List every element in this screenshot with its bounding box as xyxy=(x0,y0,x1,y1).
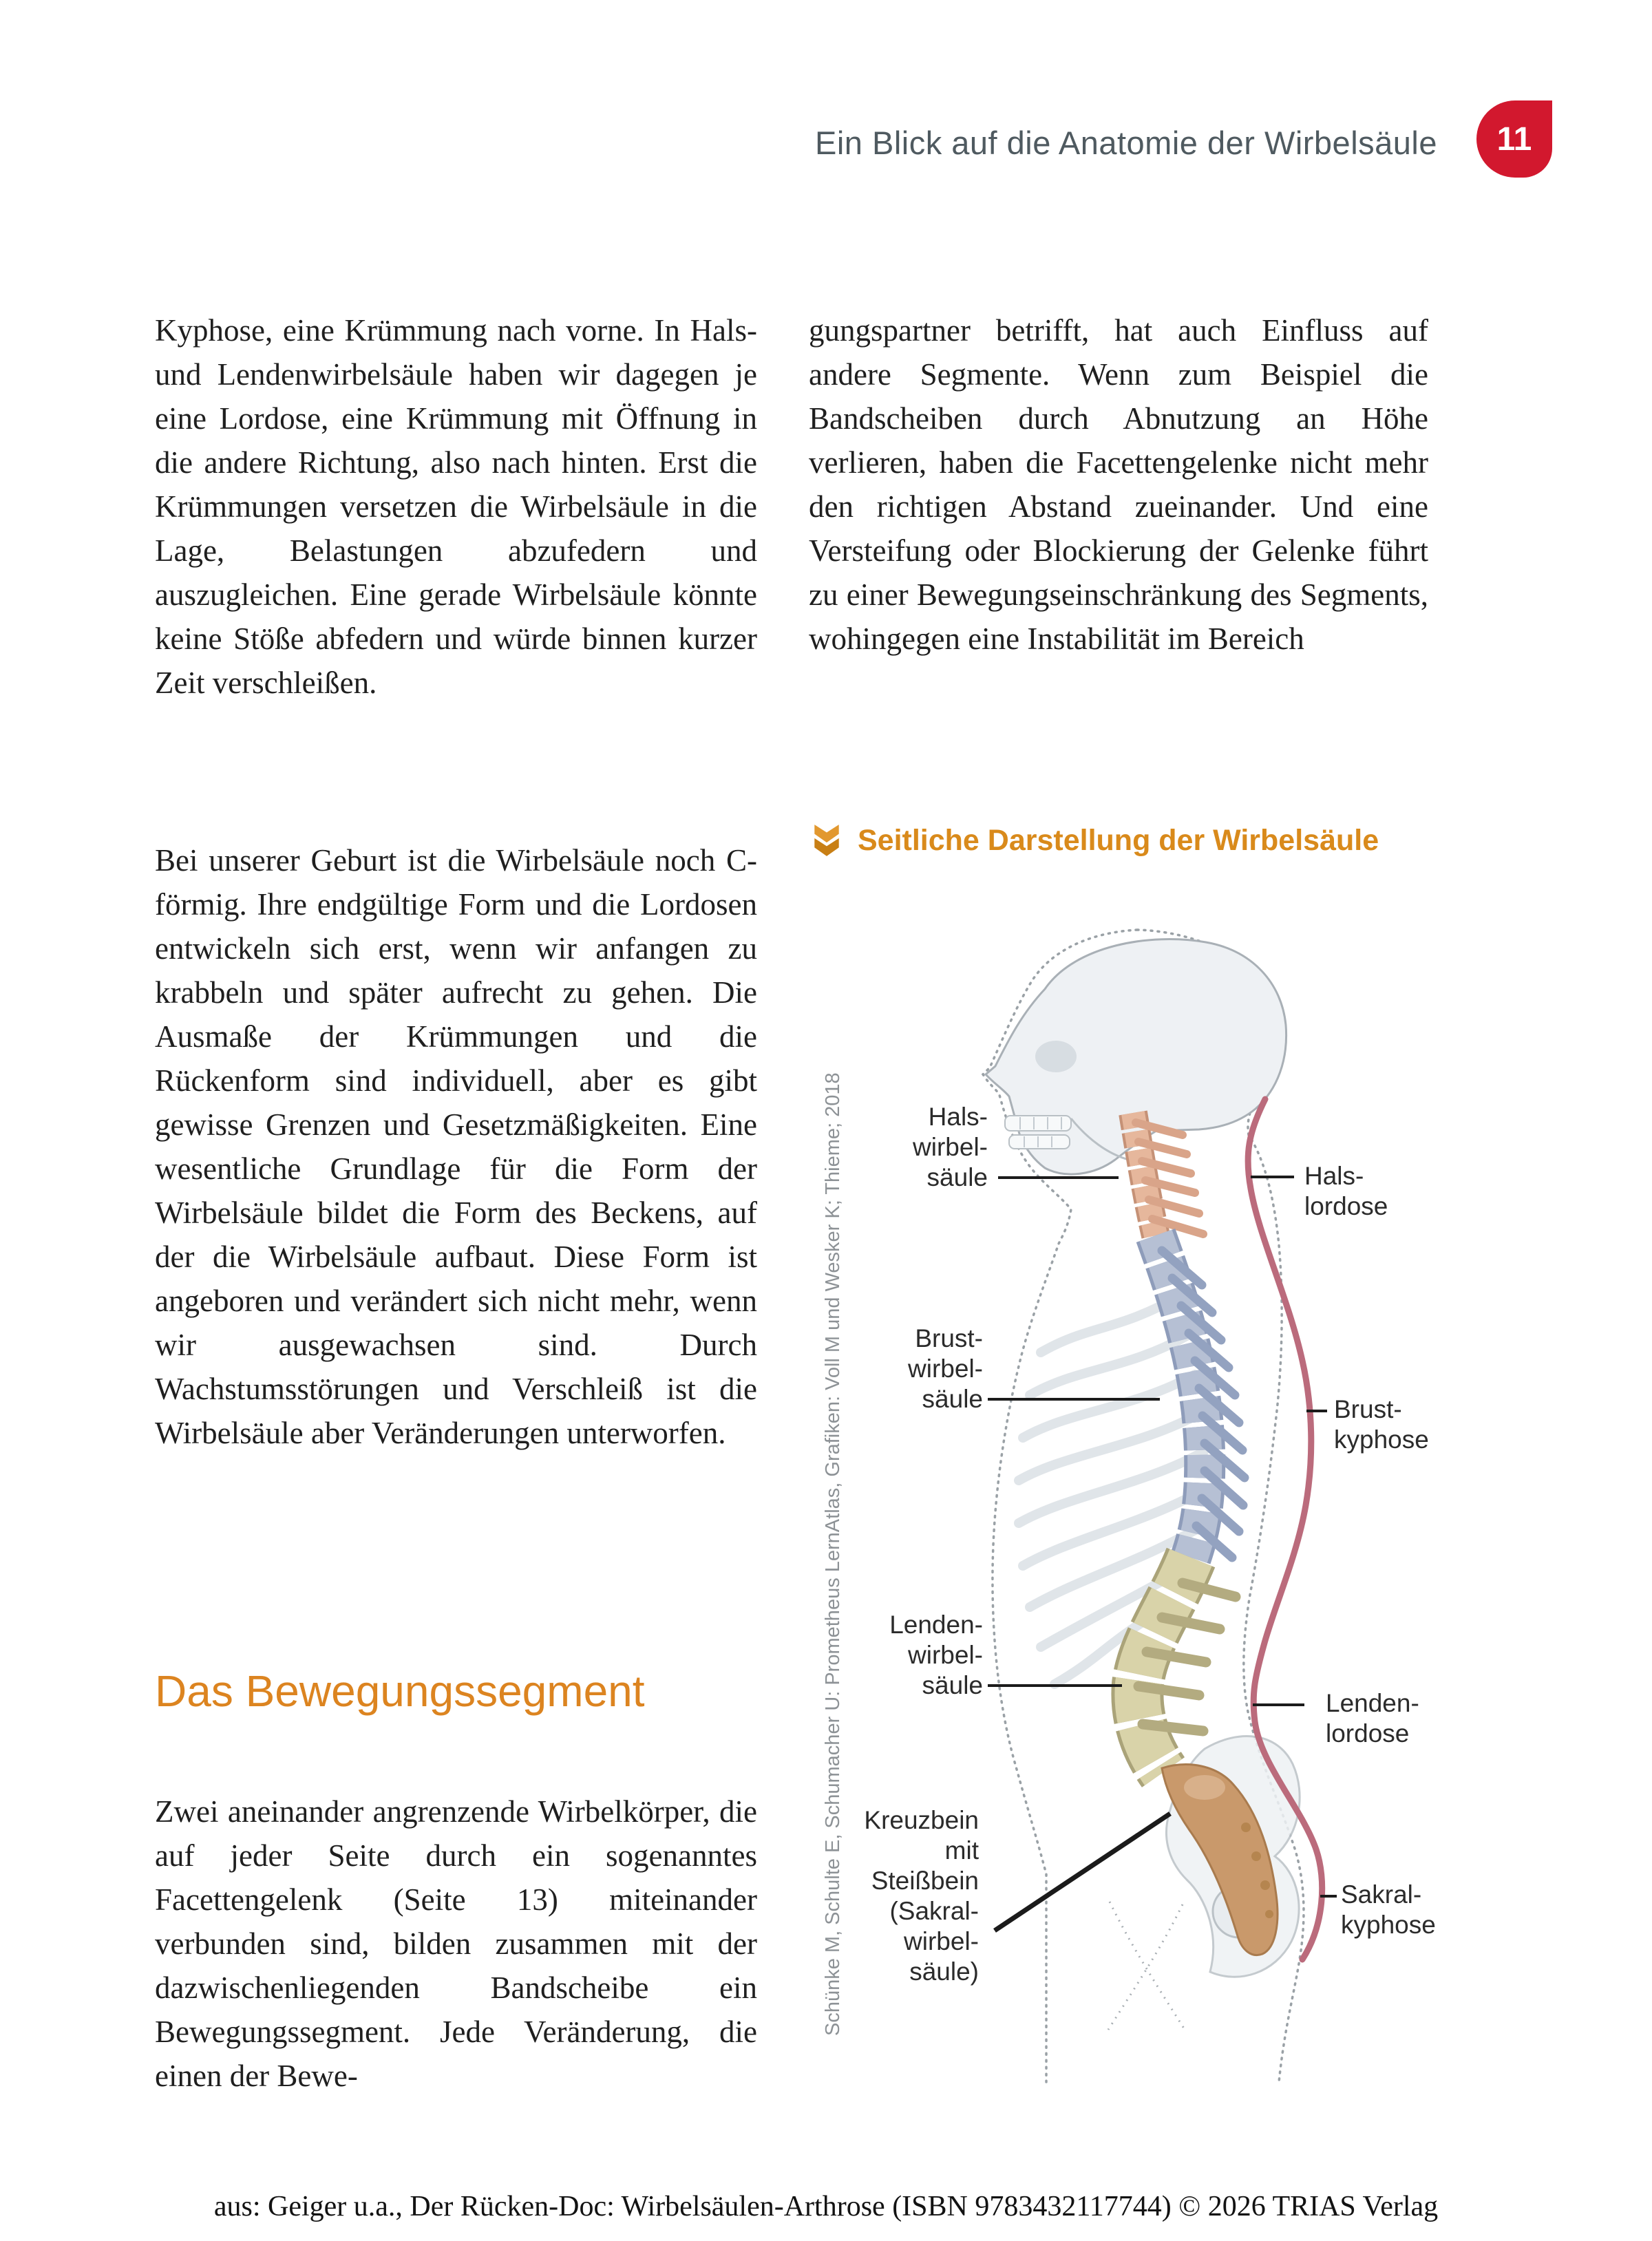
lower-teeth xyxy=(1009,1135,1070,1149)
figure-caption xyxy=(812,823,1379,858)
label-sacrum: Kreuzbein mit Steißbein (Sakral- wirbel- säule) xyxy=(864,1806,979,1986)
label-lumbar-lordosis: Lenden- lordose xyxy=(1326,1689,1419,1748)
label-thoracic-spine: Brust- wirbel- säule xyxy=(908,1324,983,1413)
right-column-paragraph-1: gungspartner betrifft, hat auch Einfluss auf andere Segmente. Wenn zum Beispiel die Bandscheiben durch Abnutzung an Höhe verlieren, haben die Facettengelenke nicht mehr den richtigen Abstand zueinander. Und eine Versteifung oder Blockierung der Gelenke führt zu einer Bewegungseinschränkung des Segments, wohingegen eine Instabilität im Bereich xyxy=(809,313,1428,656)
page-number: 11 xyxy=(1496,120,1532,158)
figure-caption-text: Seitliche Darstellung der Wirbelsäule xyxy=(858,823,1379,857)
femur-guides xyxy=(1108,1902,1184,2030)
page-number-badge xyxy=(1476,100,1552,178)
label-sacral-kyphosis: Sakral- kyphose xyxy=(1341,1880,1436,1939)
caption-double-chevron-icon xyxy=(812,823,841,858)
left-column-paragraph-1: Kyphose, eine Krümmung nach vorne. In Hals- und Lendenwirbelsäule haben wir dagegen je eine Lordose, eine Krümmung mit Öffnung in die andere Richtung, also nach hinten. Erst die Krümmungen versetzen die Wirbelsäule in die Lage, Belastungen abzufedern und auszugleichen. Eine gerade Wirbelsäule könnte keine Stöße abfedern und würde binnen kurzer Zeit verschleißen. xyxy=(155,313,757,700)
eye-socket xyxy=(1035,1041,1077,1072)
section-heading: Das Bewegungssegment xyxy=(155,1666,645,1716)
spine-illustration-svg xyxy=(881,912,1576,2096)
label-cervical-lordosis: Hals- lordose xyxy=(1304,1162,1388,1220)
label-thoracic-kyphosis: Brust- kyphose xyxy=(1334,1395,1429,1454)
left-column-paragraph-2: Bei unserer Geburt ist die Wirbelsäule noch C-förmig. Ihre endgültige Form und die Lordosen entwickeln sich erst, wenn wir anfangen zu krabbeln und später aufrecht zu gehen. Die Ausmaße der Krümmungen und die Rückenform sind individuell, aber es gibt gewisse Grenzen und Gesetzmäßigkeiten. Eine wesentliche Grundlage für die Form der Wirbelsäule bildet die Form des Beckens, auf der die Wirbelsäule aufbaut. Diese Form ist angeboren und verändert sich nicht mehr, wenn wir ausgewachsen sind. Durch Wachstumsstörungen und Verschleiß ist die Wirbelsäule aber Veränderungen unterworfen. xyxy=(155,843,757,1450)
label-lumbar-spine: Lenden- wirbel- säule xyxy=(889,1611,983,1699)
page-header-title: Ein Blick auf die Anatomie der Wirbelsäule xyxy=(815,125,1437,161)
figure-image-credit: Schünke M, Schulte E, Schumacher U: Prometheus LernAtlas, Grafiken: Voll M und Wesker K; Thieme; 2018 xyxy=(822,1072,844,2036)
page-footer-credit: aus: Geiger u.a., Der Rücken-Doc: Wirbelsäulen-Arthrose (ISBN 9783432117744) © 2026 TRIAS Verlag xyxy=(213,2191,1439,2222)
label-cervical-spine: Hals- wirbel- säule xyxy=(913,1103,988,1191)
cervical-spine xyxy=(1133,1113,1203,1235)
left-column-paragraph-3: Zwei aneinander angrenzende Wirbelkörper, die auf jeder Seite durch ein sogenanntes Facettengelenk (Seite 13) miteinander verbunden sind, bilden zusammen mit der dazwischenliegenden Bandscheibe ein Bewegungssegment. Jede Veränderung, die einen der Bewe- xyxy=(155,1794,757,2093)
spine-illustration xyxy=(864,912,1576,2096)
